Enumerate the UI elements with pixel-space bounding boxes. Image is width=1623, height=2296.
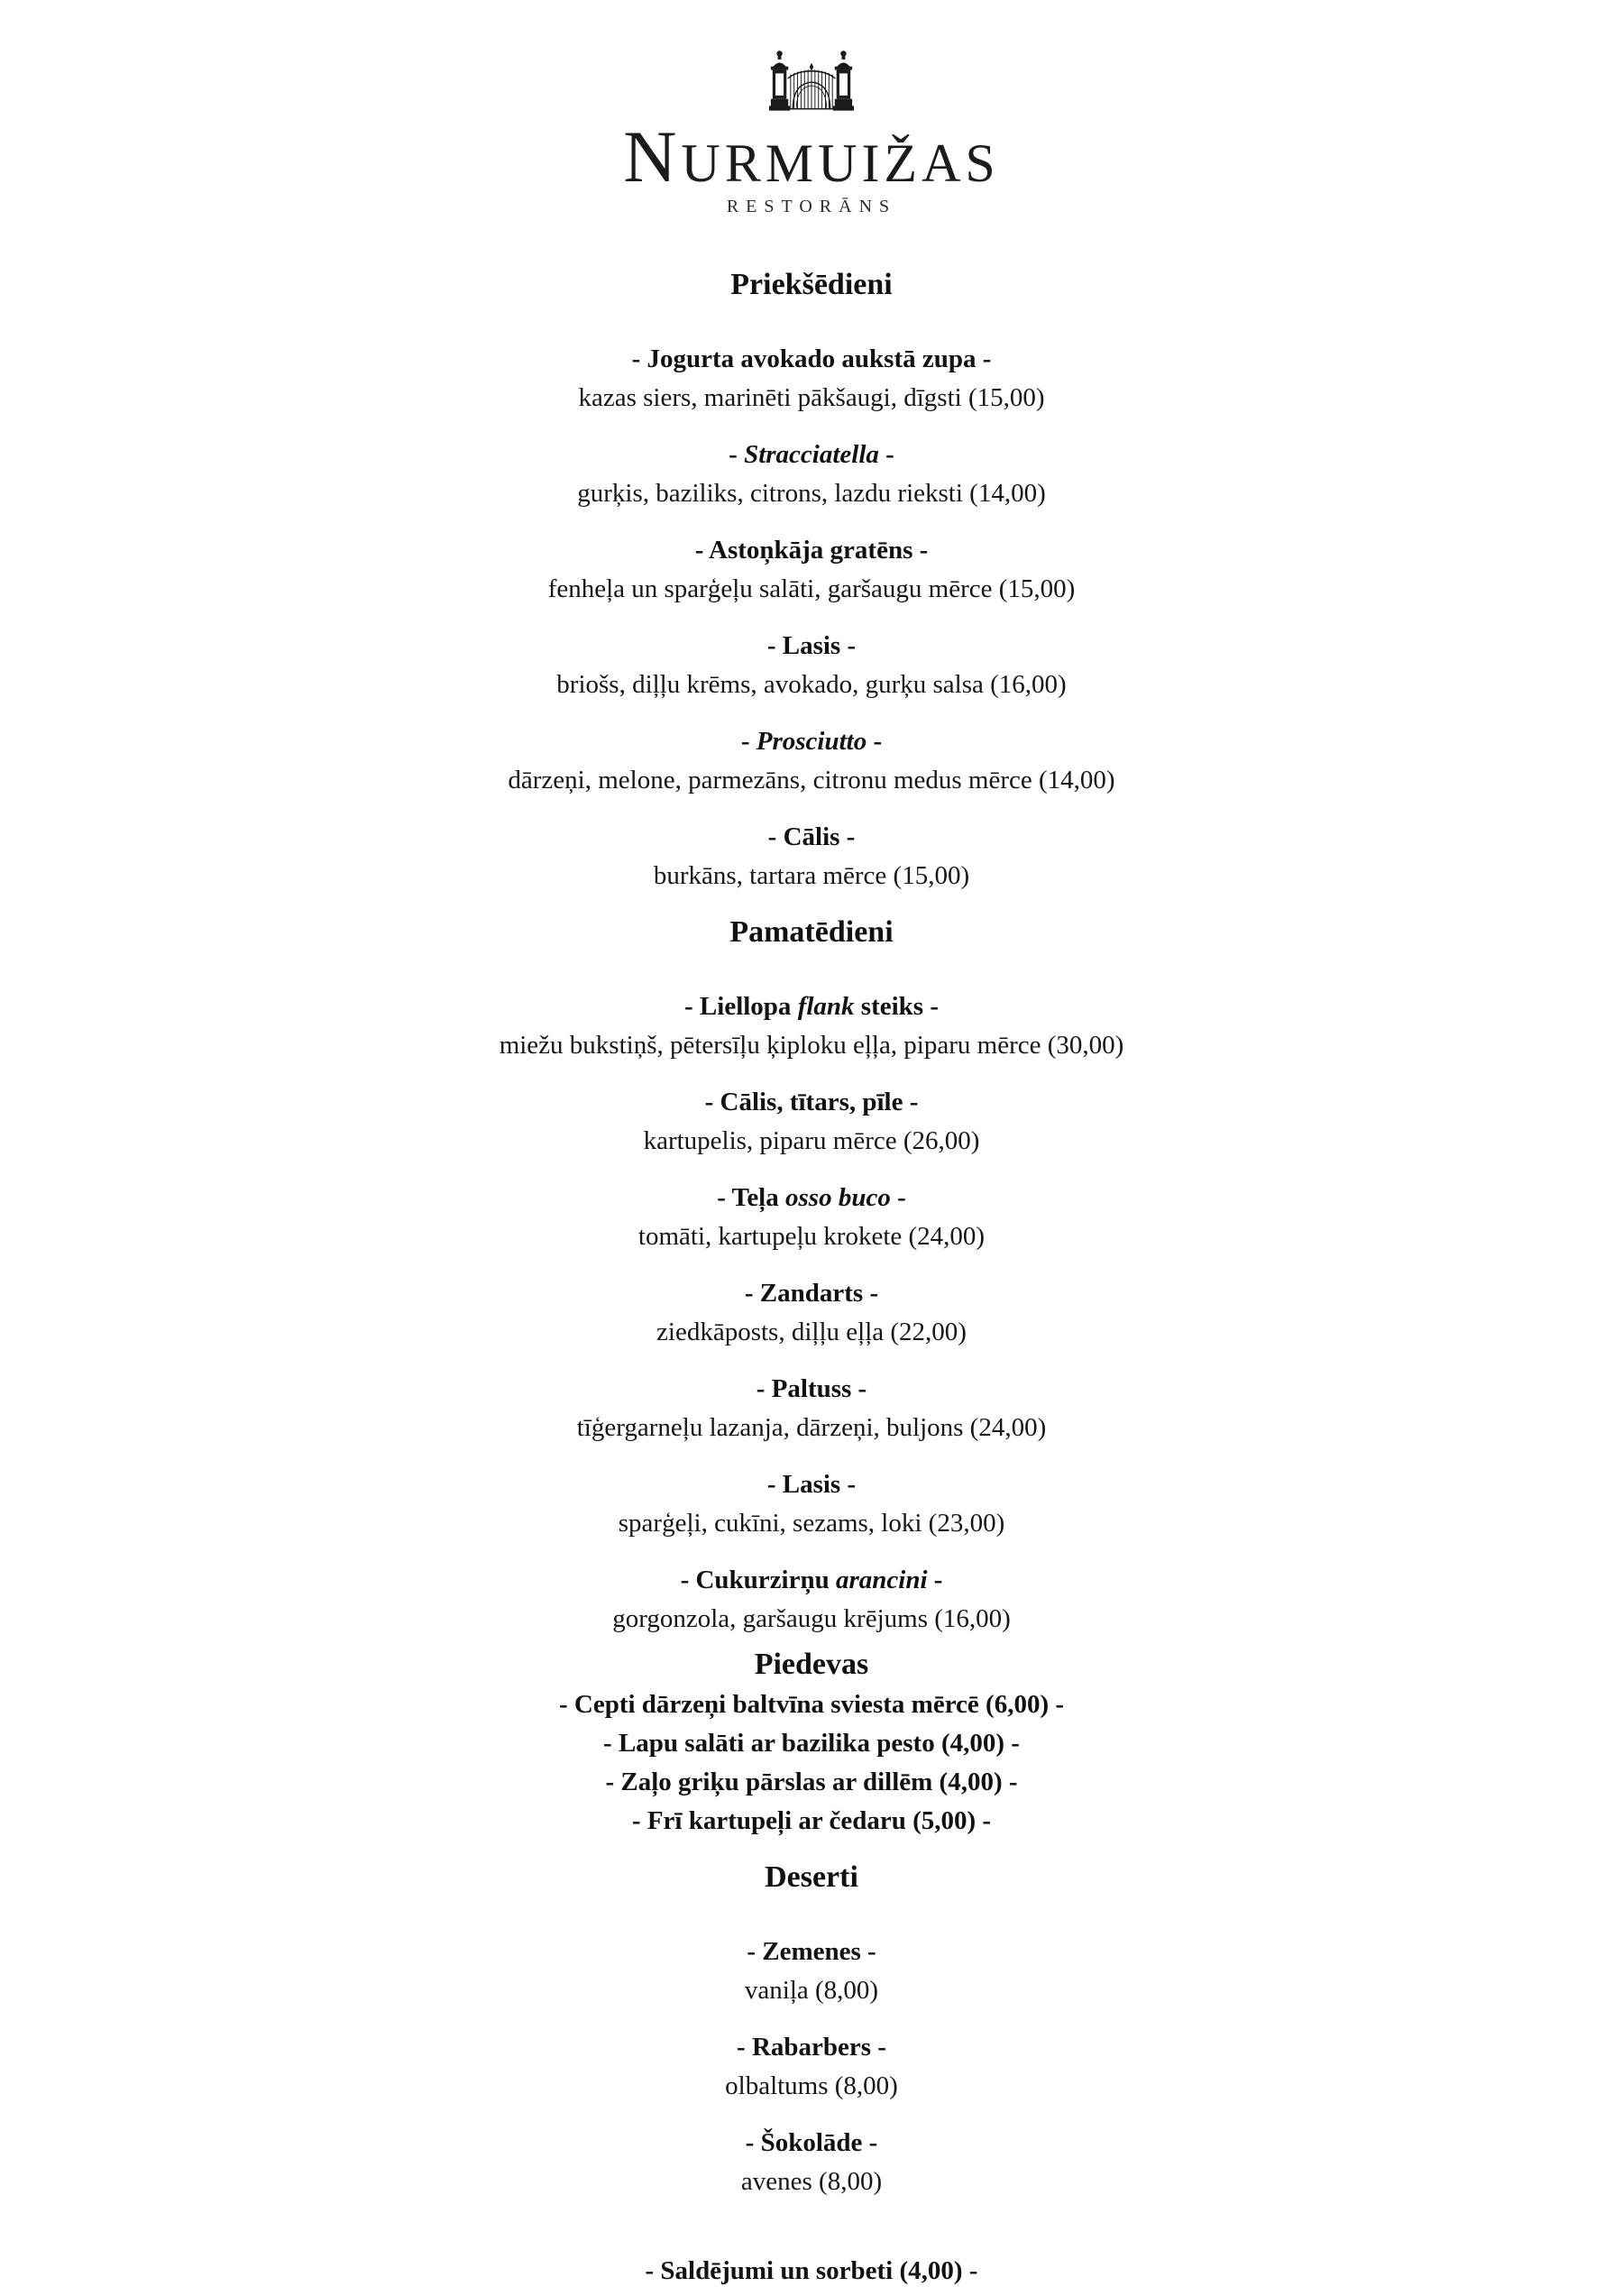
menu-item-desc: sparģeļi, cukīni, sezams, loki (23,00) bbox=[618, 1509, 1005, 1538]
menu-item-desc: briošs, diļļu krēms, avokado, gurķu salsa (16,00) bbox=[556, 670, 1067, 699]
side-item: - Zaļo griķu pārslas ar dillēm (4,00) - bbox=[605, 1768, 1018, 1796]
menu-item bbox=[0, 722, 1623, 800]
menu-section-desserts bbox=[0, 1859, 1623, 2291]
menu-item bbox=[0, 1274, 1623, 1352]
menu-item-desc: fenheļa un sparģeļu salāti, garšaugu mērce (15,00) bbox=[547, 574, 1076, 603]
menu-item-name bbox=[0, 1561, 1623, 1600]
foreign-term: Stracciatella bbox=[744, 440, 879, 469]
section-heading-mains: Pamatēdieni bbox=[729, 915, 894, 949]
name-text: - Zandarts - bbox=[744, 1279, 879, 1308]
section-heading-sides: Piedevas bbox=[754, 1648, 869, 1681]
menu-item bbox=[0, 1083, 1623, 1161]
side-item: - Cepti dārzeņi baltvīna sviesta mērcē (6,00) - bbox=[558, 1690, 1065, 1719]
name-text: - Šokolāde - bbox=[745, 2128, 878, 2157]
section-heading-desserts: Deserti bbox=[765, 1860, 858, 1894]
menu-item-desc: gorgonzola, garšaugu krējums (16,00) bbox=[612, 1604, 1011, 1633]
name-text: - bbox=[740, 727, 756, 756]
menu-item-name bbox=[0, 1083, 1623, 1122]
menu-item bbox=[0, 2028, 1623, 2106]
menu-item-desc: tomāti, kartupeļu krokete (24,00) bbox=[637, 1222, 986, 1251]
name-text: - bbox=[878, 440, 894, 469]
restaurant-subtitle: RESTORĀNS bbox=[726, 197, 897, 216]
name-text: - Paltuss - bbox=[756, 1374, 867, 1403]
menu-item-name bbox=[0, 531, 1623, 570]
menu-item-desc: avenes (8,00) bbox=[740, 2167, 883, 2196]
menu-item bbox=[0, 1933, 1623, 2010]
menu-item bbox=[0, 436, 1623, 513]
menu-section-starters bbox=[0, 266, 1623, 895]
foreign-term: arancini bbox=[835, 1566, 928, 1594]
side-item: - Frī kartupeļi ar čedaru (5,00) - bbox=[631, 1806, 992, 1835]
section-heading-starters: Priekšēdieni bbox=[730, 268, 893, 301]
menu-section-sides bbox=[0, 1646, 1623, 1841]
name-text: - Rabarbers - bbox=[737, 2033, 886, 2062]
name-text: - bbox=[867, 727, 883, 756]
menu-item-desc: kartupelis, piparu mērce (26,00) bbox=[643, 1126, 980, 1155]
name-text: - Cukurzirņu bbox=[680, 1566, 836, 1594]
menu-item bbox=[0, 987, 1623, 1065]
brand-header bbox=[0, 0, 1623, 217]
menu-item-desc: tīģergarneļu lazanja, dārzeņi, buljons (24,00) bbox=[576, 1413, 1047, 1442]
name-text: steiks - bbox=[854, 992, 939, 1021]
menu-footer-item: - Saldējumi un sorbeti (4,00) - bbox=[645, 2256, 978, 2285]
name-text: - Zemenes - bbox=[747, 1937, 876, 1966]
menu-item-desc: burkāns, tartara mērce (15,00) bbox=[653, 861, 970, 890]
name-text: - Jogurta avokado aukstā zupa - bbox=[631, 344, 992, 373]
menu-item-name bbox=[0, 987, 1623, 1026]
menu-item-desc: gurķis, baziliks, citrons, lazdu rieksti (14,00) bbox=[577, 479, 1046, 508]
menu-item-name bbox=[0, 436, 1623, 474]
foreign-term: flank bbox=[797, 992, 855, 1021]
menu-item bbox=[0, 1179, 1623, 1256]
menu-item-desc: dārzeņi, melone, parmezāns, citronu medus mērce (14,00) bbox=[508, 766, 1115, 794]
menu-sections bbox=[0, 266, 1623, 2291]
menu-item-name bbox=[0, 1274, 1623, 1313]
menu-item-desc: ziedkāposts, diļļu eļļa (22,00) bbox=[656, 1318, 967, 1346]
menu-item-name bbox=[0, 1179, 1623, 1217]
menu-item-desc: olbaltums (8,00) bbox=[725, 2071, 898, 2100]
menu-item bbox=[0, 627, 1623, 704]
name-text: - Astoņkāja gratēns - bbox=[694, 536, 929, 565]
name-text: - bbox=[927, 1566, 943, 1594]
menu-item-name bbox=[0, 1933, 1623, 1971]
name-text: - Lasis - bbox=[766, 1470, 857, 1499]
restaurant-name: NURMUIŽAS bbox=[623, 115, 1000, 197]
name-text: - Cālis - bbox=[767, 822, 856, 851]
foreign-term: Prosciutto bbox=[756, 727, 867, 756]
menu-item bbox=[0, 818, 1623, 895]
name-text: - Cālis, tītars, pīle - bbox=[704, 1088, 919, 1116]
menu-item bbox=[0, 340, 1623, 418]
menu-item bbox=[0, 1465, 1623, 1543]
name-text: - bbox=[729, 440, 745, 469]
menu-item-name bbox=[0, 627, 1623, 666]
menu-item-name bbox=[0, 2124, 1623, 2163]
menu-item-name bbox=[0, 818, 1623, 857]
name-text: - Liellopa bbox=[684, 992, 798, 1021]
menu-section-mains bbox=[0, 914, 1623, 1639]
menu-item bbox=[0, 2124, 1623, 2201]
name-text: - Teļa bbox=[717, 1183, 785, 1212]
menu-item bbox=[0, 1370, 1623, 1447]
menu-item-name bbox=[0, 1465, 1623, 1504]
menu-item-name bbox=[0, 1370, 1623, 1409]
manor-gate-icon bbox=[759, 49, 864, 119]
menu-item-desc: miežu bukstiņš, pētersīļu ķiploku eļļa, piparu mērce (30,00) bbox=[499, 1031, 1124, 1060]
menu-item-name bbox=[0, 722, 1623, 761]
name-text: - bbox=[890, 1183, 906, 1212]
menu-item-desc: vaniļa (8,00) bbox=[744, 1976, 879, 2005]
menu-item-desc: kazas siers, marinēti pākšaugi, dīgsti (15,00) bbox=[578, 383, 1045, 412]
name-text: - Lasis - bbox=[766, 631, 857, 660]
side-item: - Lapu salāti ar bazilika pesto (4,00) - bbox=[603, 1729, 1020, 1758]
foreign-term: osso buco bbox=[785, 1183, 891, 1212]
menu-item bbox=[0, 1561, 1623, 1639]
menu-item-name bbox=[0, 340, 1623, 379]
menu-item-name bbox=[0, 2028, 1623, 2067]
menu-item bbox=[0, 531, 1623, 609]
